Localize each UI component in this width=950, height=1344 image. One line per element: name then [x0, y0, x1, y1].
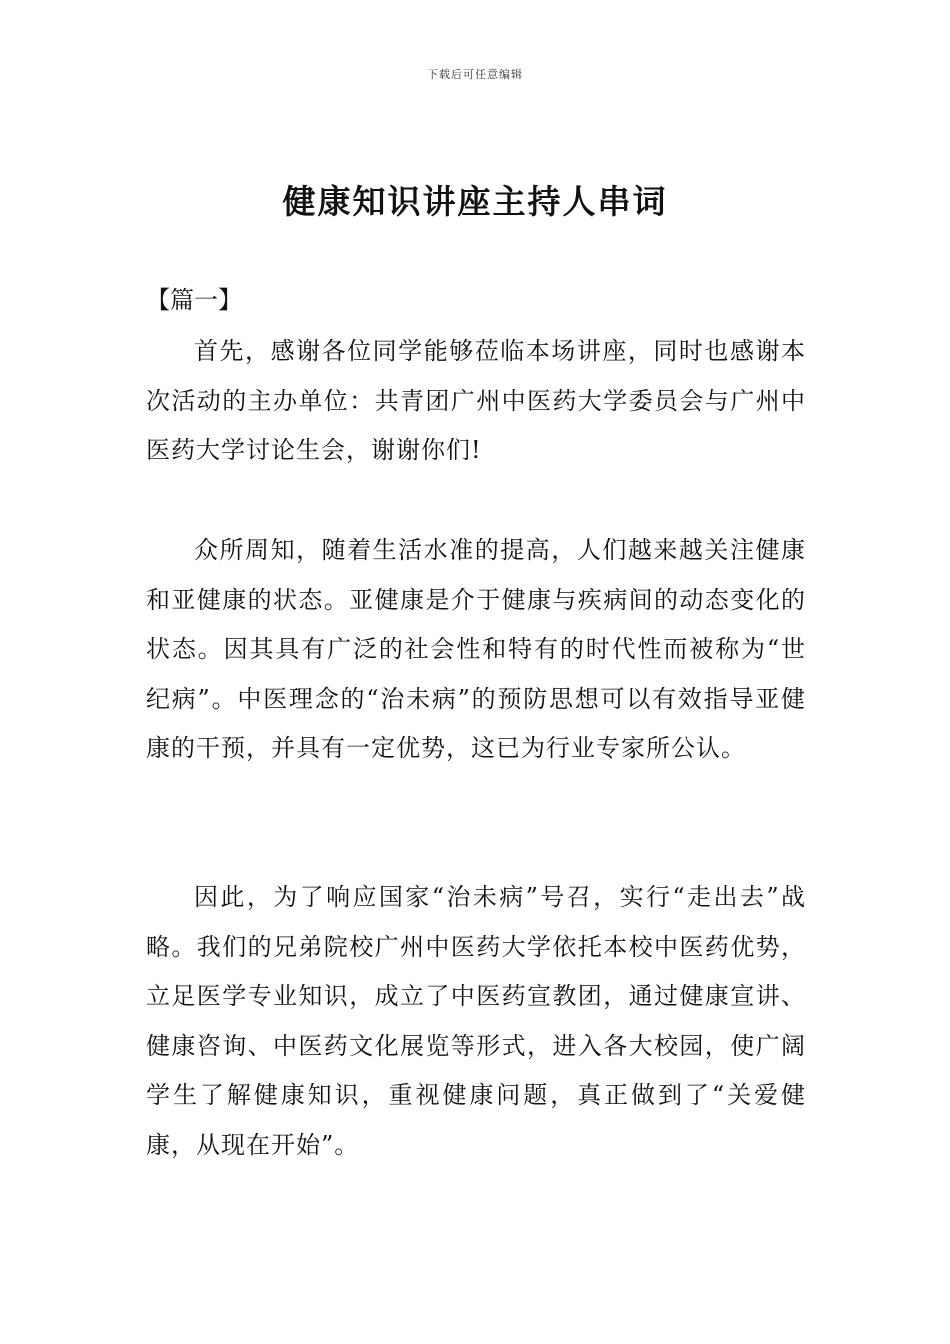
- header-note: 下载后可任意编辑: [427, 68, 523, 81]
- paragraph-3: 因此，为了响应国家“治未病”号召，实行“走出去”战略。我们的兄弟院校广州中医药大学依托本校中医药优势，立足医学专业知识，成立了中医药宣教团，通过健康宣讲、健康咨询、中医药文化展览等形式，进入各大校园，使广阔学生了解健康知识，重视健康问题，真正做到了“关爱健康，从现在开始”。: [146, 883, 806, 1159]
- section-label: 【篇一】: [146, 286, 242, 314]
- paragraph-2: 众所周知，随着生活水准的提高，人们越来越关注健康和亚健康的状态。亚健康是介于健康与疾病间的动态变化的状态。因其具有广泛的社会性和特有的时代性而被称为“世纪病”。中医理念的“治未病”的预防思想可以有效指导亚健康的干预，并具有一定优势，这已为行业专家所公认。: [146, 536, 806, 762]
- page-title: 健康知识讲座主持人串词: [282, 182, 668, 221]
- paragraph-1: 首先，感谢各位同学能够莅临本场讲座，同时也感谢本次活动的主办单位：共青团广州中医药大学委员会与广州中医药大学讨论生会，谢谢你们!: [146, 337, 806, 464]
